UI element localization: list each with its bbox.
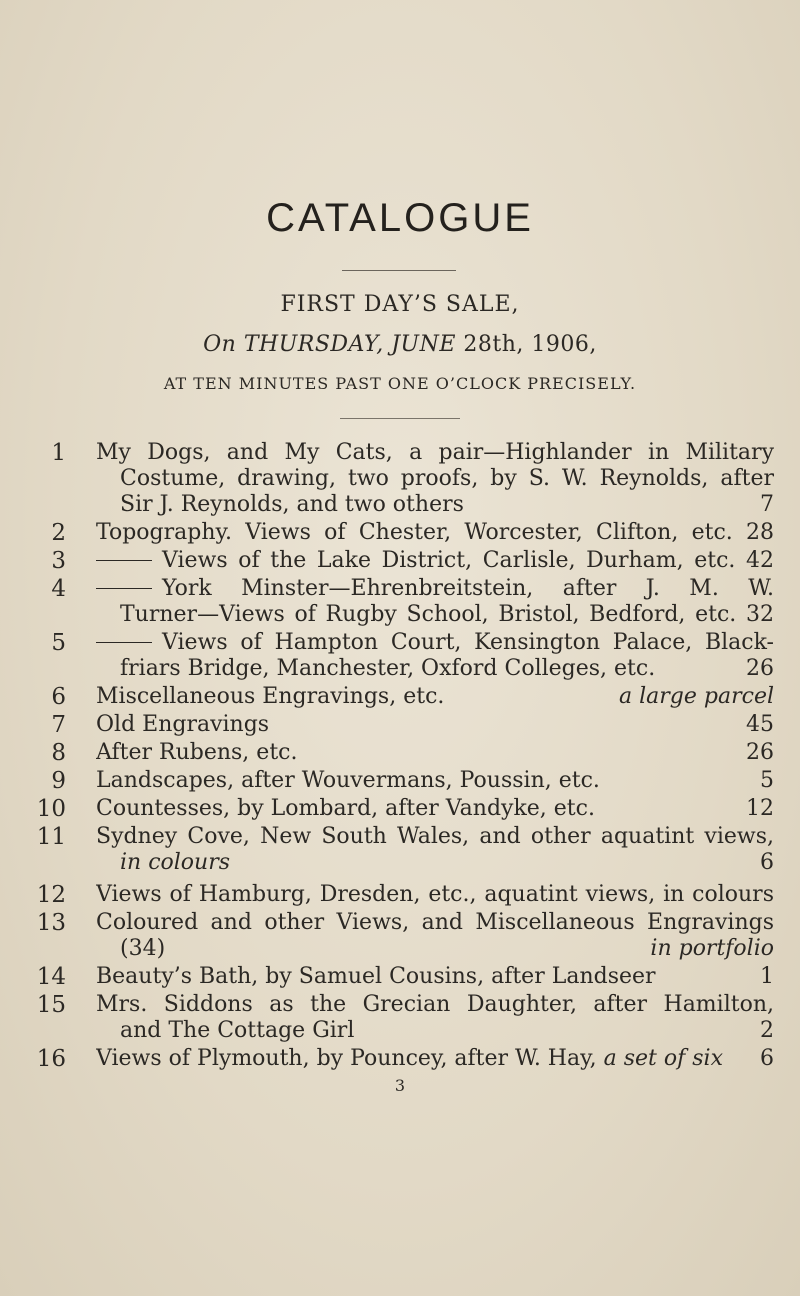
lot-description: Views of Hampton Court, Kensington Palace, Black-	[96, 630, 774, 656]
lot-number: 2	[51, 520, 66, 546]
lot-number: 15	[36, 992, 66, 1018]
lot-quantity: 6	[760, 850, 774, 875]
lot-description: My Dogs, and My Cats, a pair—Highlander in Military	[96, 440, 774, 465]
lot-number: 16	[36, 1046, 66, 1072]
lot-description: (34)	[120, 936, 166, 961]
lot-description: Costume, drawing, two proofs, by S. W. Reynolds, after	[120, 466, 774, 491]
lot-quantity: 45	[746, 712, 774, 737]
lot-number: 14	[36, 964, 66, 990]
date-prefix: On	[203, 332, 237, 357]
lot-number: 1	[51, 440, 66, 466]
lot-description: Sydney Cove, New South Wales, and other aquatint views,	[96, 824, 774, 849]
title-underline	[342, 270, 456, 271]
lot-description: Old Engravings	[96, 712, 270, 737]
lot-description: After Rubens, etc.	[96, 740, 298, 765]
lot-quantity: 1	[760, 964, 774, 989]
page-number: 3	[394, 1076, 406, 1095]
lot-description: Beauty’s Bath, by Samuel Cousins, after Landseer	[96, 964, 656, 989]
lot-description: Countesses, by Lombard, after Vandyke, etc.	[96, 796, 595, 821]
ditto-dash	[96, 642, 152, 643]
lot-quantity: 26	[746, 656, 774, 681]
lot-number: 13	[36, 910, 66, 936]
lot-number: 4	[51, 576, 66, 602]
ditto-dash	[96, 588, 152, 589]
lot-number: 10	[36, 796, 66, 822]
lot-description: Topography. Views of Chester, Worcester, Clifton, etc. 28	[96, 520, 774, 545]
lot-description: Mrs. Siddons as the Grecian Daughter, after Hamilton,	[96, 992, 774, 1017]
lot-description: Turner—Views of Rugby School, Bristol, Bedford, etc. 32	[120, 602, 774, 627]
lot-number: 3	[51, 548, 66, 574]
lot-number: 9	[51, 768, 66, 794]
lot-description: Views of the Lake District, Carlisle, Durham, etc. 42	[96, 548, 774, 574]
lot-number: 8	[51, 740, 66, 766]
lot-quantity: 5	[760, 768, 774, 793]
lot-description: and The Cottage Girl	[120, 1018, 355, 1043]
lot-number: 12	[36, 882, 66, 908]
lot-quantity: 26	[746, 740, 774, 765]
lot-description: Miscellaneous Engravings, etc.	[96, 684, 445, 709]
lot-quantity: in portfolio	[650, 936, 774, 961]
ditto-dash	[96, 560, 152, 561]
lot-description: York Minster—Ehrenbreitstein, after J. M. W.	[96, 576, 774, 602]
lot-description: Coloured and other Views, and Miscellaneous Engravings	[96, 910, 774, 935]
lot-description: in colours	[120, 850, 231, 875]
page-title: CATALOGUE	[266, 196, 534, 240]
lot-quantity: a large parcel	[619, 684, 774, 709]
lot-quantity: 7	[760, 492, 774, 517]
date-day: 28th, 1906,	[463, 332, 597, 357]
lot-number: 5	[51, 630, 66, 656]
date-main: THURSDAY, JUNE	[243, 332, 456, 357]
lot-number: 6	[51, 684, 66, 710]
sale-date	[0, 332, 800, 357]
divider-rule	[340, 418, 460, 419]
lot-quantity: 2	[760, 1018, 774, 1043]
lot-description: Sir J. Reynolds, and two others	[120, 492, 464, 517]
sale-time: AT TEN MINUTES PAST ONE O’CLOCK PRECISELY.	[163, 374, 637, 393]
sale-subtitle: FIRST DAY’S SALE,	[280, 292, 520, 317]
lot-number: 7	[51, 712, 66, 738]
lot-description: Landscapes, after Wouvermans, Poussin, etc.	[96, 768, 600, 793]
lot-description: Views of Plymouth, by Pouncey, after W. Hay, a set of six	[96, 1046, 723, 1071]
lot-number: 11	[36, 824, 66, 850]
lot-description: friars Bridge, Manchester, Oxford Colleges, etc.	[120, 656, 656, 681]
lot-quantity: 6	[760, 1046, 774, 1071]
lot-description: Views of Hamburg, Dresden, etc., aquatint views, in colours	[96, 882, 774, 907]
lot-quantity: 12	[746, 796, 774, 821]
